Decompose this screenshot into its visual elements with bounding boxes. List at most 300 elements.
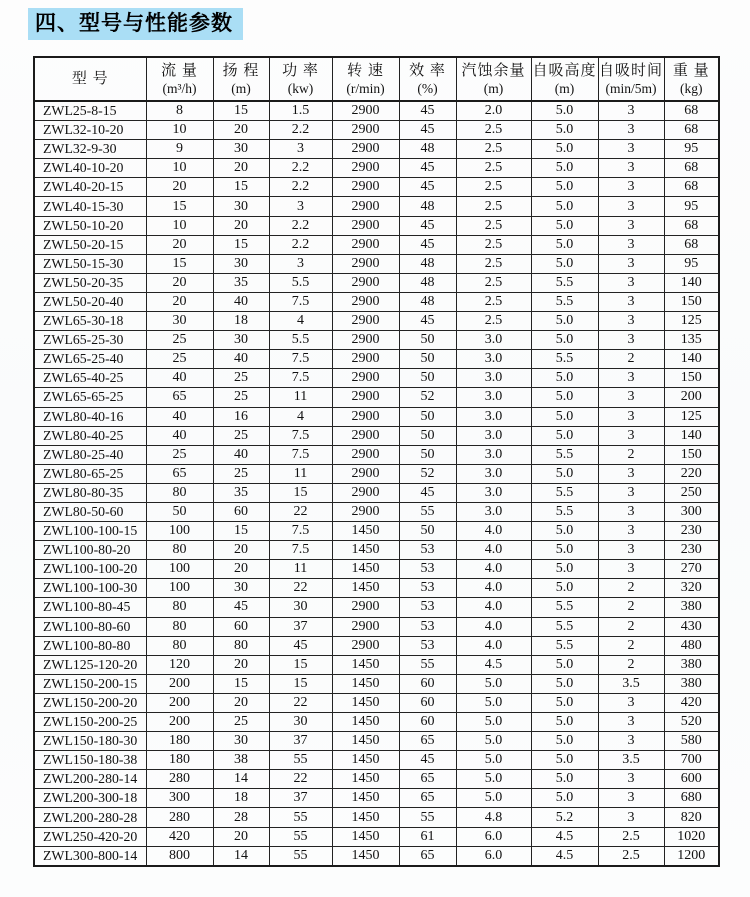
value-cell: 5.0 — [531, 140, 598, 159]
value-cell: 3.0 — [456, 445, 531, 464]
value-cell: 15 — [146, 254, 213, 273]
value-cell: 2.5 — [456, 216, 531, 235]
value-cell: 40 — [213, 445, 269, 464]
value-cell: 5.0 — [531, 121, 598, 140]
value-cell: 5.0 — [531, 789, 598, 808]
value-cell: 420 — [146, 827, 213, 846]
value-cell: 800 — [146, 846, 213, 866]
value-cell: 7.5 — [269, 541, 332, 560]
value-cell: 30 — [269, 598, 332, 617]
value-cell: 600 — [664, 770, 719, 789]
value-cell: 230 — [664, 522, 719, 541]
value-cell: 10 — [146, 216, 213, 235]
table-row — [34, 636, 719, 655]
value-cell: 80 — [146, 617, 213, 636]
value-cell: 1450 — [332, 579, 399, 598]
value-cell: 230 — [664, 541, 719, 560]
value-cell: 5.5 — [531, 502, 598, 521]
value-cell: 15 — [213, 522, 269, 541]
value-cell: 4.5 — [531, 827, 598, 846]
value-cell: 5.0 — [456, 732, 531, 751]
value-cell: 300 — [664, 502, 719, 521]
value-cell: 20 — [213, 216, 269, 235]
value-cell: 80 — [146, 541, 213, 560]
column-label: 汽蚀余量 — [461, 62, 526, 79]
value-cell: 5.0 — [531, 312, 598, 331]
value-cell: 5.0 — [531, 331, 598, 350]
value-cell: 3 — [598, 407, 664, 426]
value-cell: 65 — [399, 789, 456, 808]
value-cell: 45 — [399, 312, 456, 331]
value-cell: 2 — [598, 655, 664, 674]
value-cell: 2.2 — [269, 121, 332, 140]
table-row — [34, 617, 719, 636]
value-cell: 5.0 — [531, 235, 598, 254]
value-cell: 37 — [269, 789, 332, 808]
value-cell: 48 — [399, 254, 456, 273]
value-cell: 25 — [213, 426, 269, 445]
value-cell: 15 — [213, 178, 269, 197]
value-cell: 30 — [269, 713, 332, 732]
value-cell: 420 — [664, 693, 719, 712]
value-cell: 15 — [146, 197, 213, 216]
value-cell: 65 — [399, 732, 456, 751]
value-cell: 45 — [399, 235, 456, 254]
page-title: 四、型号与性能参数 — [28, 8, 243, 40]
value-cell: 2.0 — [456, 101, 531, 121]
value-cell: 45 — [399, 159, 456, 178]
value-cell: 3 — [598, 331, 664, 350]
value-cell: 220 — [664, 464, 719, 483]
value-cell: 7.5 — [269, 350, 332, 369]
model-cell: ZWL100-80-60 — [34, 617, 146, 636]
value-cell: 2.5 — [456, 140, 531, 159]
model-cell: ZWL32-10-20 — [34, 121, 146, 140]
table-row — [34, 808, 719, 827]
value-cell: 5.0 — [531, 770, 598, 789]
value-cell: 2900 — [332, 369, 399, 388]
value-cell: 200 — [146, 693, 213, 712]
value-cell: 20 — [213, 655, 269, 674]
value-cell: 22 — [269, 502, 332, 521]
table-row — [34, 713, 719, 732]
value-cell: 50 — [146, 502, 213, 521]
value-cell: 5.0 — [456, 693, 531, 712]
value-cell: 68 — [664, 159, 719, 178]
value-cell: 37 — [269, 732, 332, 751]
value-cell: 2 — [598, 598, 664, 617]
column-header-2 — [213, 57, 269, 101]
value-cell: 15 — [269, 655, 332, 674]
table-row — [34, 369, 719, 388]
value-cell: 55 — [399, 655, 456, 674]
value-cell: 2900 — [332, 445, 399, 464]
column-label: 自吸时间 — [598, 62, 663, 79]
value-cell: 200 — [664, 388, 719, 407]
table-row — [34, 483, 719, 502]
value-cell: 3 — [598, 216, 664, 235]
model-cell: ZWL200-280-28 — [34, 808, 146, 827]
value-cell: 37 — [269, 617, 332, 636]
value-cell: 20 — [213, 541, 269, 560]
table-row — [34, 522, 719, 541]
value-cell: 135 — [664, 331, 719, 350]
value-cell: 68 — [664, 216, 719, 235]
value-cell: 2900 — [332, 331, 399, 350]
value-cell: 2.5 — [456, 312, 531, 331]
value-cell: 35 — [213, 273, 269, 292]
value-cell: 95 — [664, 197, 719, 216]
value-cell: 3.0 — [456, 426, 531, 445]
value-cell: 2900 — [332, 483, 399, 502]
value-cell: 5.0 — [531, 178, 598, 197]
table-row — [34, 751, 719, 770]
model-cell: ZWL25-8-15 — [34, 101, 146, 121]
column-label: 自吸高度 — [532, 62, 597, 79]
value-cell: 65 — [146, 464, 213, 483]
table-row — [34, 674, 719, 693]
model-cell: ZWL50-20-35 — [34, 273, 146, 292]
value-cell: 3.0 — [456, 369, 531, 388]
model-cell: ZWL150-180-30 — [34, 732, 146, 751]
model-cell: ZWL100-80-20 — [34, 541, 146, 560]
table-row — [34, 159, 719, 178]
value-cell: 15 — [269, 483, 332, 502]
value-cell: 30 — [213, 331, 269, 350]
value-cell: 430 — [664, 617, 719, 636]
value-cell: 20 — [213, 560, 269, 579]
value-cell: 2.2 — [269, 178, 332, 197]
column-header-4 — [332, 57, 399, 101]
model-cell: ZWL300-800-14 — [34, 846, 146, 866]
value-cell: 95 — [664, 254, 719, 273]
model-cell: ZWL100-80-80 — [34, 636, 146, 655]
value-cell: 4.0 — [456, 579, 531, 598]
value-cell: 140 — [664, 273, 719, 292]
value-cell: 5.5 — [531, 445, 598, 464]
value-cell: 2.5 — [456, 254, 531, 273]
table-row — [34, 502, 719, 521]
column-label: 重 量 — [672, 62, 710, 79]
model-cell: ZWL40-15-30 — [34, 197, 146, 216]
value-cell: 5.0 — [456, 770, 531, 789]
value-cell: 250 — [664, 483, 719, 502]
table-row — [34, 445, 719, 464]
value-cell: 7.5 — [269, 426, 332, 445]
value-cell: 1450 — [332, 751, 399, 770]
value-cell: 20 — [213, 827, 269, 846]
value-cell: 1450 — [332, 808, 399, 827]
value-cell: 3 — [598, 254, 664, 273]
value-cell: 2.5 — [456, 178, 531, 197]
value-cell: 3 — [598, 292, 664, 311]
value-cell: 2.5 — [456, 159, 531, 178]
value-cell: 2 — [598, 617, 664, 636]
value-cell: 3.0 — [456, 483, 531, 502]
model-cell: ZWL50-20-40 — [34, 292, 146, 311]
value-cell: 25 — [146, 445, 213, 464]
column-label: 效 率 — [409, 62, 446, 79]
value-cell: 3 — [598, 483, 664, 502]
value-cell: 140 — [664, 350, 719, 369]
value-cell: 65 — [399, 770, 456, 789]
value-cell: 5.0 — [531, 674, 598, 693]
value-cell: 25 — [213, 713, 269, 732]
table-row — [34, 655, 719, 674]
value-cell: 2900 — [332, 178, 399, 197]
value-cell: 53 — [399, 579, 456, 598]
value-cell: 2.2 — [269, 235, 332, 254]
table-row — [34, 732, 719, 751]
value-cell: 150 — [664, 292, 719, 311]
value-cell: 15 — [269, 674, 332, 693]
value-cell: 5.5 — [269, 331, 332, 350]
value-cell: 5.5 — [531, 292, 598, 311]
value-cell: 68 — [664, 235, 719, 254]
value-cell: 53 — [399, 617, 456, 636]
table-row — [34, 426, 719, 445]
value-cell: 1450 — [332, 846, 399, 866]
value-cell: 60 — [213, 502, 269, 521]
value-cell: 140 — [664, 426, 719, 445]
value-cell: 53 — [399, 541, 456, 560]
value-cell: 4.0 — [456, 617, 531, 636]
value-cell: 5.0 — [531, 732, 598, 751]
table-row — [34, 464, 719, 483]
value-cell: 3.0 — [456, 464, 531, 483]
value-cell: 380 — [664, 674, 719, 693]
value-cell: 28 — [213, 808, 269, 827]
table-row — [34, 350, 719, 369]
model-cell: ZWL100-100-30 — [34, 579, 146, 598]
value-cell: 1450 — [332, 732, 399, 751]
value-cell: 125 — [664, 312, 719, 331]
value-cell: 3 — [598, 789, 664, 808]
value-cell: 5.0 — [531, 101, 598, 121]
value-cell: 200 — [146, 713, 213, 732]
value-cell: 53 — [399, 598, 456, 617]
table-header — [34, 57, 719, 101]
model-cell: ZWL50-10-20 — [34, 216, 146, 235]
model-cell: ZWL65-40-25 — [34, 369, 146, 388]
table-row — [34, 579, 719, 598]
model-cell: ZWL100-100-15 — [34, 522, 146, 541]
value-cell: 30 — [213, 732, 269, 751]
column-header-1 — [146, 57, 213, 101]
value-cell: 2900 — [332, 197, 399, 216]
value-cell: 4.8 — [456, 808, 531, 827]
value-cell: 5.0 — [531, 560, 598, 579]
model-cell: ZWL150-200-25 — [34, 713, 146, 732]
value-cell: 45 — [399, 101, 456, 121]
value-cell: 22 — [269, 579, 332, 598]
table-row — [34, 541, 719, 560]
value-cell: 3 — [598, 426, 664, 445]
value-cell: 3 — [598, 140, 664, 159]
value-cell: 3.0 — [456, 407, 531, 426]
value-cell: 20 — [213, 121, 269, 140]
value-cell: 3 — [598, 560, 664, 579]
value-cell: 5.0 — [456, 674, 531, 693]
value-cell: 2900 — [332, 254, 399, 273]
value-cell: 3 — [269, 197, 332, 216]
table-row — [34, 560, 719, 579]
value-cell: 30 — [213, 197, 269, 216]
value-cell: 5.5 — [531, 617, 598, 636]
value-cell: 150 — [664, 369, 719, 388]
value-cell: 3 — [598, 273, 664, 292]
value-cell: 25 — [213, 388, 269, 407]
model-cell: ZWL80-80-35 — [34, 483, 146, 502]
table-row — [34, 407, 719, 426]
table-row — [34, 312, 719, 331]
value-cell: 45 — [269, 636, 332, 655]
value-cell: 5.5 — [531, 273, 598, 292]
value-cell: 270 — [664, 560, 719, 579]
value-cell: 45 — [399, 121, 456, 140]
value-cell: 7.5 — [269, 369, 332, 388]
value-cell: 30 — [146, 312, 213, 331]
value-cell: 14 — [213, 770, 269, 789]
value-cell: 2.5 — [456, 292, 531, 311]
value-cell: 2900 — [332, 140, 399, 159]
value-cell: 180 — [146, 751, 213, 770]
value-cell: 1200 — [664, 846, 719, 866]
value-cell: 2900 — [332, 235, 399, 254]
value-cell: 35 — [213, 483, 269, 502]
value-cell: 2.5 — [456, 121, 531, 140]
value-cell: 3.5 — [598, 751, 664, 770]
value-cell: 15 — [213, 101, 269, 121]
value-cell: 5.0 — [531, 254, 598, 273]
value-cell: 2900 — [332, 312, 399, 331]
value-cell: 2.5 — [598, 846, 664, 866]
value-cell: 3 — [598, 732, 664, 751]
value-cell: 3 — [598, 235, 664, 254]
value-cell: 100 — [146, 522, 213, 541]
model-cell: ZWL250-420-20 — [34, 827, 146, 846]
value-cell: 18 — [213, 312, 269, 331]
value-cell: 95 — [664, 140, 719, 159]
value-cell: 48 — [399, 197, 456, 216]
value-cell: 3 — [598, 121, 664, 140]
value-cell: 68 — [664, 178, 719, 197]
value-cell: 5.0 — [531, 388, 598, 407]
value-cell: 2900 — [332, 617, 399, 636]
value-cell: 40 — [146, 369, 213, 388]
value-cell: 2.5 — [456, 235, 531, 254]
value-cell: 52 — [399, 388, 456, 407]
value-cell: 4.0 — [456, 598, 531, 617]
value-cell: 4 — [269, 407, 332, 426]
table-row — [34, 292, 719, 311]
value-cell: 55 — [399, 808, 456, 827]
value-cell: 3 — [598, 464, 664, 483]
table-row — [34, 388, 719, 407]
value-cell: 55 — [269, 846, 332, 866]
value-cell: 15 — [213, 674, 269, 693]
value-cell: 50 — [399, 522, 456, 541]
column-label: 型 号 — [71, 70, 109, 87]
column-unit: (%) — [417, 80, 438, 96]
value-cell: 50 — [399, 407, 456, 426]
column-unit: (m³/h) — [162, 80, 197, 96]
model-cell: ZWL80-40-25 — [34, 426, 146, 445]
table-row — [34, 121, 719, 140]
value-cell: 20 — [213, 159, 269, 178]
value-cell: 65 — [399, 846, 456, 866]
value-cell: 1450 — [332, 789, 399, 808]
value-cell: 150 — [664, 445, 719, 464]
value-cell: 2.5 — [456, 197, 531, 216]
model-cell: ZWL65-25-40 — [34, 350, 146, 369]
value-cell: 700 — [664, 751, 719, 770]
value-cell: 5.0 — [531, 216, 598, 235]
value-cell: 3 — [598, 693, 664, 712]
value-cell: 5.0 — [531, 579, 598, 598]
value-cell: 14 — [213, 846, 269, 866]
column-unit: (kw) — [287, 80, 314, 96]
value-cell: 2900 — [332, 159, 399, 178]
value-cell: 1450 — [332, 770, 399, 789]
value-cell: 80 — [146, 483, 213, 502]
table-row — [34, 235, 719, 254]
value-cell: 520 — [664, 713, 719, 732]
value-cell: 5.0 — [456, 713, 531, 732]
table-row — [34, 273, 719, 292]
value-cell: 2900 — [332, 388, 399, 407]
value-cell: 22 — [269, 770, 332, 789]
value-cell: 5.0 — [531, 713, 598, 732]
value-cell: 2900 — [332, 407, 399, 426]
value-cell: 60 — [213, 617, 269, 636]
value-cell: 280 — [146, 808, 213, 827]
column-unit: (m) — [231, 80, 251, 96]
value-cell: 53 — [399, 560, 456, 579]
model-cell: ZWL100-100-20 — [34, 560, 146, 579]
value-cell: 100 — [146, 579, 213, 598]
value-cell: 2900 — [332, 636, 399, 655]
value-cell: 5.0 — [531, 407, 598, 426]
value-cell: 50 — [399, 369, 456, 388]
value-cell: 3 — [269, 140, 332, 159]
value-cell: 2 — [598, 579, 664, 598]
value-cell: 7.5 — [269, 445, 332, 464]
value-cell: 45 — [399, 216, 456, 235]
column-label: 流 量 — [161, 62, 198, 79]
value-cell: 2900 — [332, 273, 399, 292]
column-unit: (m) — [554, 80, 575, 96]
column-label: 功 率 — [282, 62, 319, 79]
model-cell: ZWL65-65-25 — [34, 388, 146, 407]
table-row — [34, 197, 719, 216]
value-cell: 48 — [399, 292, 456, 311]
value-cell: 20 — [213, 693, 269, 712]
value-cell: 60 — [399, 713, 456, 732]
spec-table — [33, 56, 720, 867]
value-cell: 6.0 — [456, 827, 531, 846]
model-cell: ZWL40-10-20 — [34, 159, 146, 178]
column-unit: (m) — [483, 80, 504, 96]
table-row — [34, 178, 719, 197]
model-cell: ZWL100-80-45 — [34, 598, 146, 617]
value-cell: 2900 — [332, 216, 399, 235]
value-cell: 50 — [399, 426, 456, 445]
model-cell: ZWL125-120-20 — [34, 655, 146, 674]
column-header-5 — [399, 57, 456, 101]
value-cell: 5.2 — [531, 808, 598, 827]
table-row — [34, 101, 719, 121]
